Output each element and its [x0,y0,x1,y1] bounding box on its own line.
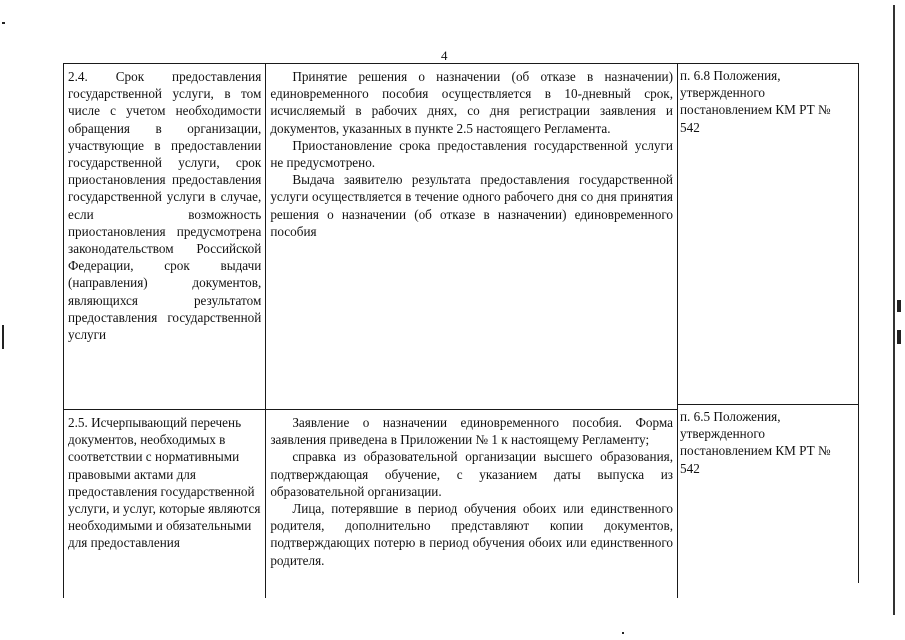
regulation-table [63,63,678,598]
scan-edge-line [893,5,895,615]
content-paragraph: Приостановление срока предоставления государственной услуги не предусмотрено. [270,137,673,171]
section-title-cell [64,64,266,410]
reference-cell [680,67,850,136]
section-content-cell [266,410,678,599]
legal-reference: п. 6.5 Положения, утвержденного постановлением КМ РТ № 542 [680,409,831,476]
scan-mark [2,22,5,24]
content-paragraph: Лица, потерявшие в период обучения обоих или единственного родителя, дополнительно представляют копии документов, подтверждающих потерю в период обучения обоих или единственного родителя. [270,501,673,568]
content-paragraph: Принятие решения о назначении (об отказе в назначении) единовременного пособия осуществляется в 10-дневный срок, исчисляемый в рабочих днях, со дня регистрации заявления и документов, указанных в пункте 2.5 настоящего Регламента. [270,69,673,136]
page-number: 4 [441,48,448,63]
scan-mark [897,330,901,344]
content-paragraph: Заявление о назначении единовременного пособия. Форма заявления приведена в Приложении № 1 к настоящему Регламенту; [270,415,673,448]
table-row [64,64,678,410]
table-border [678,404,858,405]
scan-mark [2,325,4,349]
table-row [64,410,678,599]
content-paragraph: справка из образовательной организации высшего образования, подтверждающая обучение, с указанием даты выпуска из образовательной организации. [270,449,673,499]
section-content-cell [266,64,678,410]
table-border [858,63,859,583]
section-title: 2.4. Срок предоставления государственной услуги, в том числе с учетом необходимости обращения в организации, участвующие в предоставлении государственной услуги, срок приостановления предоставления государственной услуги в случае, если возможность приостановления предусмотрена законодательством Российской Федерации, срок выдачи (направления) документов, являющихся результатом предоставления государственной услуги [68,69,262,343]
scan-mark [622,632,624,634]
legal-reference: п. 6.8 Положения, утвержденного постановлением КМ РТ № 542 [680,68,831,135]
reference-cell [680,408,850,477]
content-paragraph: Выдача заявителю результата предоставления государственной услуги осуществляется в течение одного рабочего дня со дня принятия решения о назначении (об отказе в назначении) единовременного пособия [270,172,673,239]
scan-mark [897,300,901,312]
table-border [678,63,858,64]
section-title: 2.5. Исчерпывающий перечень документов, необходимых в соответствии с нормативными правовыми актами для предоставления государственной услуги, и услуг, которые являются необходимыми и обязательными для предоставления [68,415,261,551]
section-title-cell [64,410,266,599]
